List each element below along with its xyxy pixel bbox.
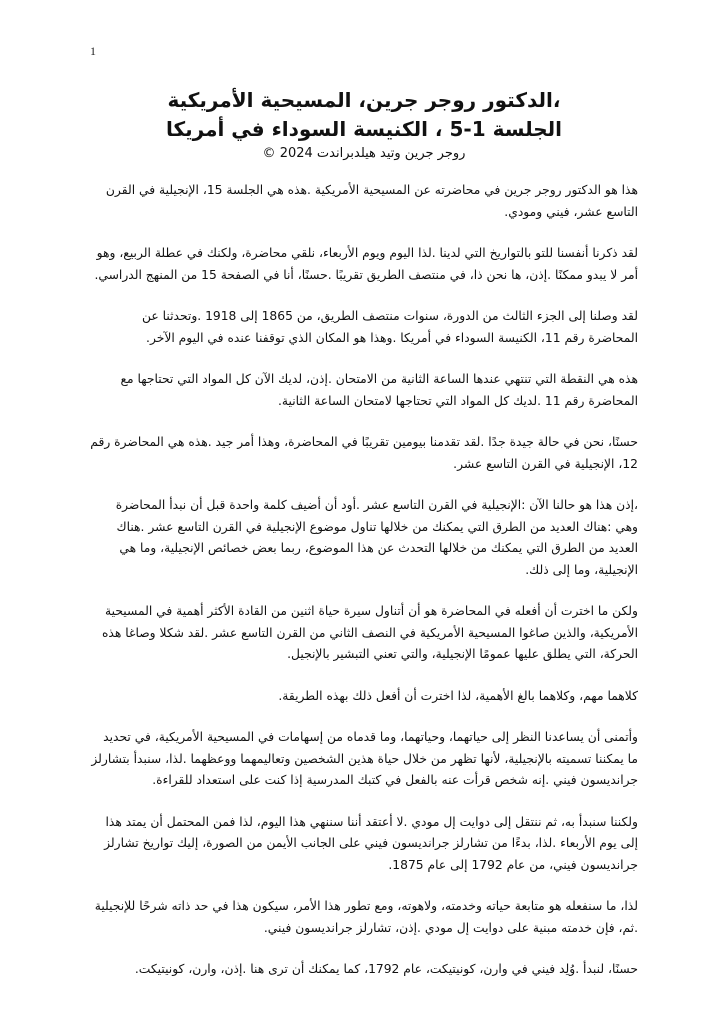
paragraph: حسنًا، لنبدأ .وُلِد فيني في وارن، كونيتيكت، عام 1792، كما يمكنك أن ترى هنا .إذن، وارن، كونيتيكت. (134, 962, 638, 976)
paragraph: ،إذن هذا هو حالنا الآن :الإنجيلية في القرن التاسع عشر .أود أن أضيف كلمة واحدة قبل أن نبدأ المحاضرة وهي :هناك العديد من الطرق التي يمكنك من خلالها تناول موضوع الإنجيلية في القرن التاسع عشر .هناك العديد من الطرق التي يمكنك من خلالها التحدث عن هذا الموضوع، ربما بعض خصائص الإنجيلية، وما هي الإنجيلية، وما إلى ذلك. (115, 498, 638, 577)
paragraph: هذا هو الدكتور روجر جرين في محاضرته عن المسيحية الأمريكية .هذه هي الجلسة 15، الإنجيلية في القرن التاسع عشر، فيني ومودي. (105, 183, 638, 219)
copyright-line: روجر جرين وتيد هيلدبراندت 2024 © (262, 146, 466, 161)
paragraph: ولكننا سنبدأ به، ثم ننتقل إلى دوايت إل مودي .لا أعتقد أننا سننهي هذا اليوم، لذا فمن المحتمل أن يمتد هذا إلى يوم الأربعاء .لذا، بدءًا من تشارلز جراندیسون فيني على الجانب الأيمن من الصورة، إليك تواريخ تشارلز جراندیسون فيني، من عام 1792 إلى عام 1875. (104, 814, 638, 872)
paragraph: لقد ذكرنا أنفسنا للتو بالتواريخ التي لدينا .لذا اليوم ويوم الأربعاء، نلقي محاضرة، ولكنك في عطلة الربيع، وهو أمر لا يبدو ممكنًا .إذن، ها نحن ذا، في منتصف الطريق تقريبًا .حسنًا، أنا في الصفحة 15 من المنهج الدراسي. (94, 246, 638, 282)
paragraph: لقد وصلنا إلى الجزء الثالث من الدورة، سنوات منتصف الطريق، من 1865 إلى 1918 .وتحدثنا عن المحاضرة رقم 11، الكنيسة السوداء في أمريكا .وهذا هو المكان الذي توقفنا عنده في اليوم الآخر. (142, 309, 638, 345)
paragraph: هذه هي النقطة التي تنتهي عندها الساعة الثانية من الامتحان .إذن، لديك الآن كل المواد التي تحتاجها مع المحاضرة رقم 11 .لديك كل المواد التي تحتاجها لامتحان الساعة الثانية. (120, 372, 638, 408)
document-body (90, 180, 638, 1001)
document-title-line-1: ،الدكتور روجر جرين، المسيحية الأمريكية (167, 88, 561, 112)
title-block (90, 86, 638, 164)
paragraph: لذا، ما سنفعله هو متابعة حياته وخدمته، ولاهوته، ومع تطور هذا الأمر، سيكون هذا في حد ذاته شرحًا للإنجيلية .ثم، فإن خدمته مبنية على دوايت إل مودي .إذن، تشارلز جراندیسون فيني. (94, 899, 638, 935)
paragraph: كلاهما مهم، وكلاهما بالغ الأهمية، لذا اخترت أن أفعل ذلك بهذه الطريقة. (278, 688, 638, 703)
document-title-line-2: الجلسة 1-5 ، الكنيسة السوداء في أمريكا (165, 117, 563, 141)
page-number: 1 (90, 44, 96, 58)
paragraph: ولكن ما اخترت أن أفعله في المحاضرة هو أن أتناول سيرة حياة اثنين من القادة الأكثر أهمية في المسيحية الأمريكية، والذين صاغوا المسيحية الأمريكية في النصف الثاني من القرن التاسع عشر .لقد شكلا وصاغا هذه الحركة، التي يطلق عليها عمومًا الإنجيلية، والتي تعني التبشير بالإنجيل. (101, 604, 638, 661)
paragraph: حسنًا، نحن في حالة جيدة جدًا .لقد تقدمنا بيومين تقريبًا في المحاضرة، وهذا أمر جيد .هذه هي المحاضرة رقم 12، الإنجيلية في القرن التاسع عشر. (90, 435, 638, 471)
paragraph: وأتمنى أن يساعدنا النظر إلى حياتهما، وحياتهما، وما قدماه من إسهامات في المسيحية الأمريكية، في تحديد ما يمكننا تسميته بالإنجيلية، لأنها تظهر من خلال حياة هذين الشخصين وتعاليمهما ووعظهما .لذا، سنبدأ بتشارلز جراندیسون فيني .إنه شخص قرأت عنه بالفعل في كتبك المدرسية إذا كنت على استعداد للقراءة. (91, 730, 638, 787)
